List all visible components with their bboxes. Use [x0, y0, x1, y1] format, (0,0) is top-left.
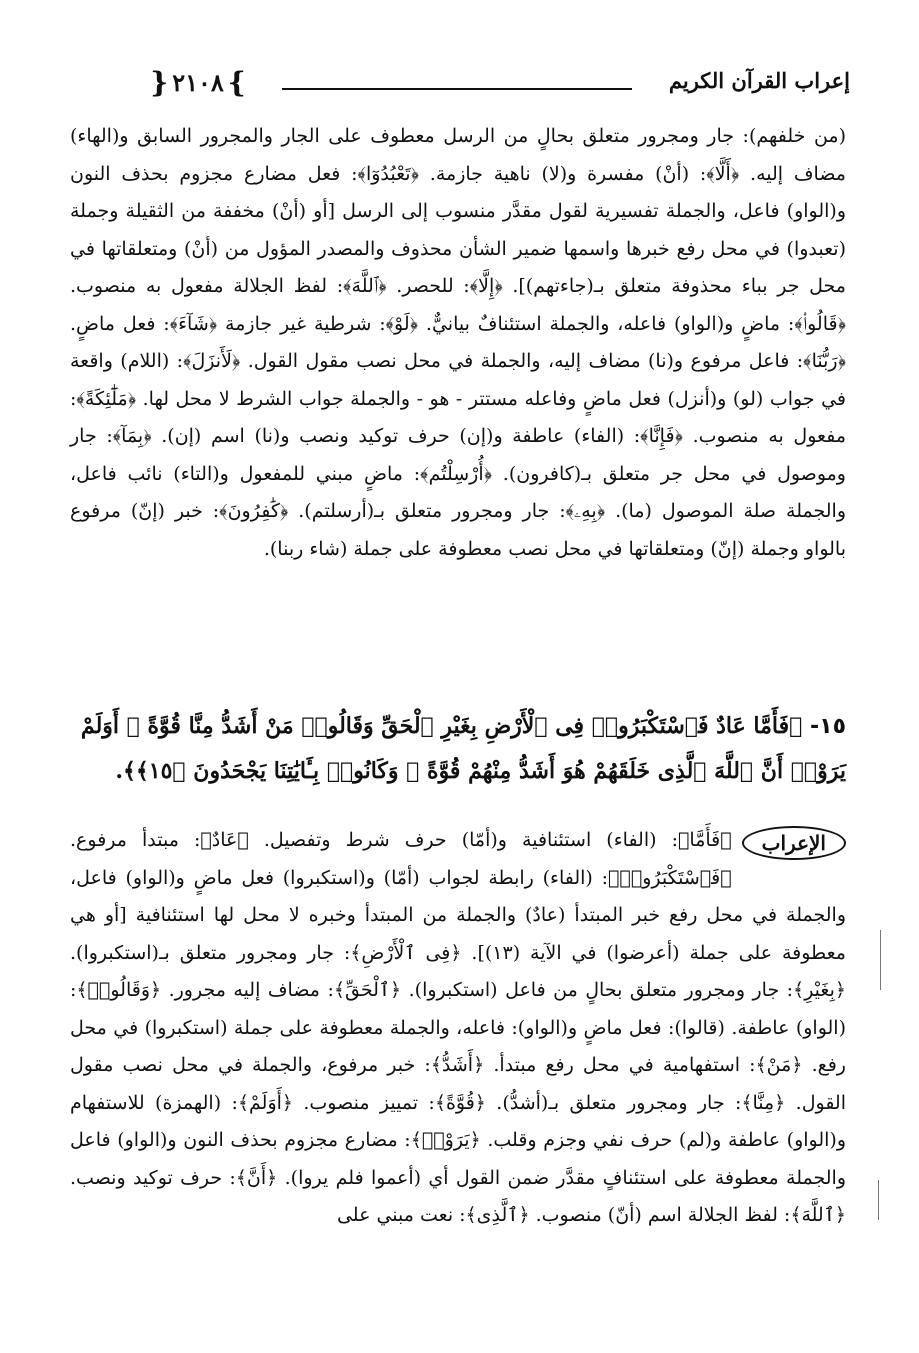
margin-mark	[878, 1180, 879, 1220]
irab-text: ﴿فَأَمَّا﴾: (الفاء) استئنافية و(أمّا) حرف شرط وتفصيل. ﴿عَادٌ﴾: مبتدأ مرفوع. ﴿فَٱسْتَكْبَرُوا۟﴾: (الفاء) رابطة لجواب (أمّا) و(استكبروا) فعل ماضٍ و(الواو) فاعل، والجملة في محل رفع خبر المبتدأ (عادٌ) والجملة من المبتدأ وخبره لا محل لها استئنافية [أو هي معطوفة على جملة (أعرضوا) في الآية (١٣)]. ﴿فِى ٱلْأَرْضِ﴾: جار ومجرور متعلق بـ(استكبروا). ﴿بِغَيْرِ﴾: جار ومجرور متعلق بحالٍ من فاعل (استكبروا). ﴿ٱلْحَقِّ﴾: مضاف إليه مجرور. ﴿وَقَالُوا۟﴾: (الواو) عاطفة. (قالوا): فعل ماضٍ و(الواو): فاعله، والجملة معطوفة على جملة (استكبروا) في محل رفع. ﴿مَنْ﴾: استفهامية في محل رفع مبتدأ. ﴿أَشَدُّ﴾: خبر مرفوع، والجملة في محل نصب مقول القول. ﴿مِنَّا﴾: جار ومجرور متعلق بـ(أشدُّ). ﴿قُوَّةً﴾: تمييز منصوب. ﴿أَوَلَمْ﴾: (الهمزة) للاستفهام و(الواو) عاطفة و(لم) حرف نفي وجزم وقلب. ﴿يَرَوْا۟﴾: مضارع مجزوم بحذف النون و(الواو) فاعل والجملة معطوفة على استئنافٍ مقدَّر ضمن القول أي (أعموا فلم يروا). ﴿أَنَّ﴾: حرف توكيد ونصب. ﴿ٱللَّهَ﴾: لفظ الجلالة اسم (أنّ) منصوب. ﴿ٱلَّذِى﴾: نعت مبني على	[70, 829, 846, 1226]
verse-block	[70, 704, 846, 793]
irab-badge: الإعراب	[742, 826, 846, 860]
verse-text: ﴿فَأَمَّا عَادٌ فَٱسْتَكْبَرُوا۟ فِى ٱلْأَرْضِ بِغَيْرِ ٱلْحَقِّ وَقَالُوا۟ مَنْ أَشَدُّ مِنَّا قُوَّةً ۖ أَوَلَمْ يَرَوْا۟ أَنَّ ٱللَّهَ ٱلَّذِى خَلَقَهُمْ هُوَ أَشَدُّ مِنْهُمْ قُوَّةً ۖ وَكَانُوا۟ بِـَٔايَٰتِنَا يَجْحَدُونَ ﴿١٥﴾﴾.	[80, 713, 846, 784]
analysis-paragraph: (من خلفهم): جار ومجرور متعلق بحالٍ من الرسل معطوف على الجار والمجرور السابق و(الهاء) مضاف إليه. ﴿أَلَّا﴾: (أنْ) مفسرة و(لا) ناهية جازمة. ﴿تَعْبُدُوٓا﴾: فعل مضارع مجزوم بحذف النون و(الواو) فاعل، والجملة تفسيرية لقول مقدَّر منسوب إلى الرسل [أو (أنْ) مخففة من الثقيلة وجملة (تعبدوا) في محل رفع خبرها واسمها ضمير الشأن محذوف والمصدر المؤول من (أنْ) ومتعلقاتها في محل جر بباء محذوفة متعلق بـ(جاءتهم)]. ﴿إِلَّا﴾: للحصر. ﴿ٱللَّهَ﴾: لفظ الجلالة مفعول به منصوب. ﴿قَالُوا۟﴾: ماضٍ و(الواو) فاعله، والجملة استئنافٌ بيانيٌّ. ﴿لَوْ﴾: شرطية غير جازمة ﴿شَآءَ﴾: فعل ماضٍ. ﴿رَبُّنَا﴾: فاعل مرفوع و(نا) مضاف إليه، والجملة في محل نصب مقول القول. ﴿لَأَنزَلَ﴾: (اللام) واقعة في جواب (لو) و(أنزل) فعل ماضٍ وفاعله مستتر - هو - والجملة جواب الشرط لا محل لها. ﴿مَلَٰٓئِكَةً﴾: مفعول به منصوب. ﴿فَإِنَّا﴾: (الفاء) عاطفة و(إن) حرف توكيد ونصب و(نا) اسم (إن). ﴿بِمَآ﴾: جار وموصول في محل جر متعلق بـ(كافرون). ﴿أُرْسِلْتُم﴾: ماضٍ مبني للمفعول و(التاء) نائب فاعل، والجملة صلة الموصول (ما). ﴿بِهِۦ﴾: جار ومجرور متعلق بـ(أرسلتم). ﴿كَٰفِرُونَ﴾: خبر (إنّ) مرفوع بالواو وجملة (إنّ) ومتعلقاتها في محل نصب معطوفة على جملة (شاء ربنا).	[70, 125, 846, 560]
page-number-box	[138, 64, 258, 100]
page-header	[60, 58, 860, 106]
book-title: إعراب القرآن الكريم	[668, 68, 850, 93]
page-number: ٢١٠٨	[172, 67, 224, 97]
verse-number: ١٥-	[810, 714, 846, 739]
brace-icon: {	[227, 65, 246, 99]
brace-icon: }	[150, 65, 169, 99]
header-rule	[282, 88, 632, 90]
margin-mark	[880, 930, 881, 990]
irab-section	[70, 822, 846, 1235]
